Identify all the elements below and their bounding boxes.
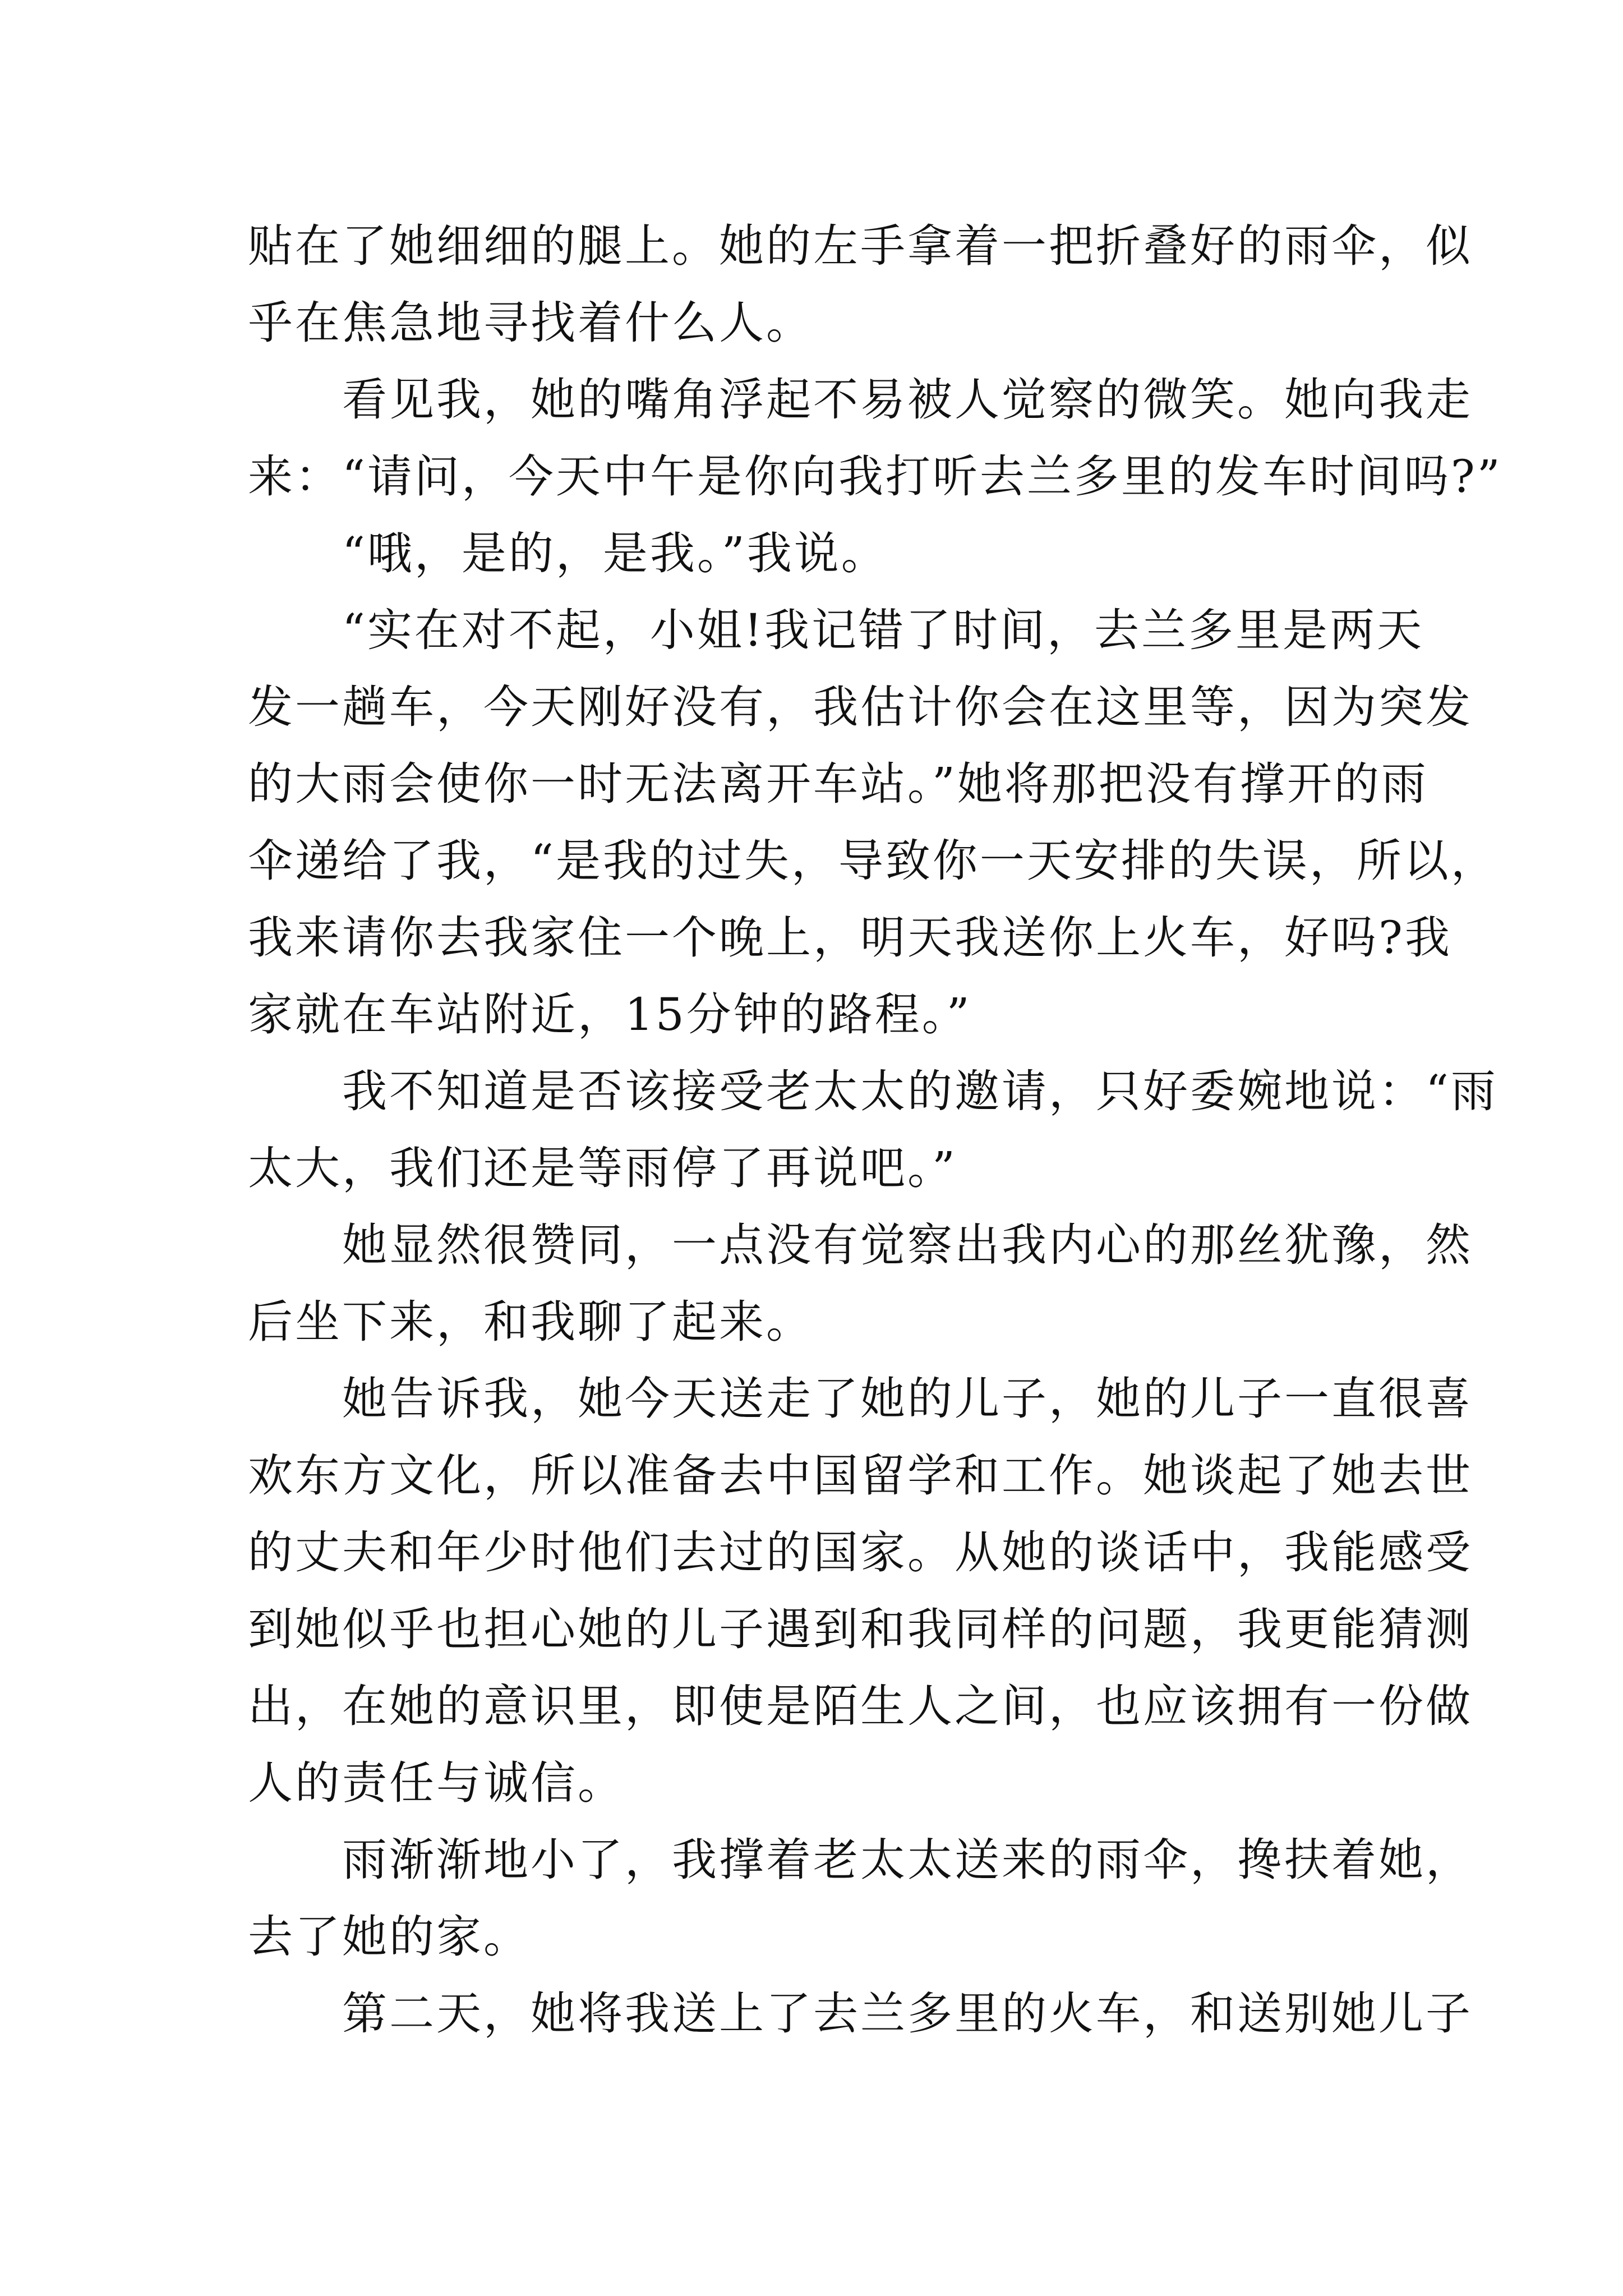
text-line: 她显然很赞同，一点没有觉察出我内心的那丝犹豫，然 <box>342 1219 1473 1271</box>
text-line: 我来请你去我家住一个晚上，明天我送你上火车，好吗?我 <box>248 912 1452 964</box>
text-line: 第二天，她将我送上了去兰多里的火车，和送别她儿子 <box>342 1987 1473 2040</box>
text-line: 的大雨会使你一时无法离开车站。”她将那把没有撑开的雨 <box>248 758 1428 810</box>
text-line: 我不知道是否该接受老太太的邀请，只好委婉地说：“雨 <box>342 1065 1498 1117</box>
text-line: “哦，是的，是我。”我说。 <box>342 527 888 579</box>
text-line: 看见我，她的嘴角浮起不易被人觉察的微笑。她向我走 <box>342 374 1473 426</box>
text-line: 后坐下来，和我聊了起来。 <box>248 1296 813 1348</box>
text-line: 欢东方文化，所以准备去中国留学和工作。她谈起了她去世 <box>248 1450 1473 1502</box>
text-line: 到她似乎也担心她的儿子遇到和我同样的问题，我更能猜测 <box>248 1603 1473 1655</box>
text-line: 人的责任与诚信。 <box>248 1757 625 1809</box>
text-line: 出，在她的意识里，即使是陌生人之间，也应该拥有一份做 <box>248 1680 1473 1732</box>
text-line: 家就在车站附近，15分钟的路程。” <box>248 988 972 1041</box>
text-line: 的丈夫和年少时他们去过的国家。从她的谈话中，我能感受 <box>248 1526 1473 1579</box>
text-line: 发一趟车，今天刚好没有，我估计你会在这里等，因为突发 <box>248 681 1473 733</box>
text-line: 太大，我们还是等雨停了再说吧。” <box>248 1142 957 1194</box>
article-body <box>248 208 1502 2052</box>
text-line: 贴在了她细细的腿上。她的左手拿着一把折叠好的雨伞，似 <box>248 220 1473 272</box>
text-line: 去了她的家。 <box>248 1911 531 1963</box>
text-line: 雨渐渐地小了，我撑着老太太送来的雨伞，搀扶着她， <box>342 1834 1473 1886</box>
text-line: “实在对不起，小姐!我记错了时间，去兰多里是两天 <box>342 604 1424 656</box>
text-line: 来：“请问，今天中午是你向我打听去兰多里的发车时间吗?” <box>248 450 1502 503</box>
text-line: 伞递给了我，“是我的过失，导致你一天安排的失误，所以， <box>248 835 1498 887</box>
text-line: 她告诉我，她今天送走了她的儿子，她的儿子一直很喜 <box>342 1373 1473 1425</box>
text-line: 乎在焦急地寻找着什么人。 <box>248 297 813 349</box>
